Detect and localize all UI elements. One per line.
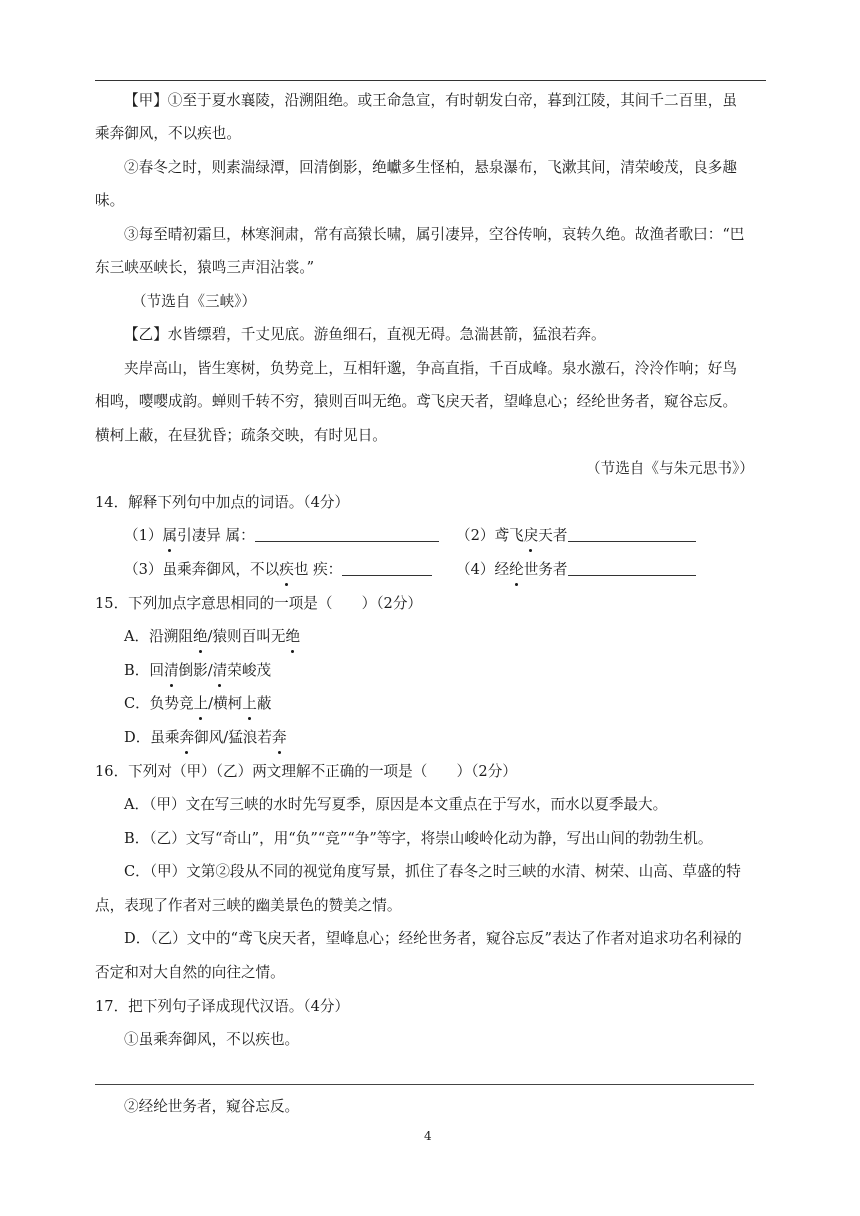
passage-yi-source: （节选自《与朱元思书》） [586, 460, 754, 477]
passage-yi-p2-line2: 相鸣，嘤嘤成韵。蝉则千转不穷，猿则百叫无绝。鸢飞戾天者，望峰息心；经纶世务者，窥谷忘反。 [95, 393, 738, 410]
q15-stem: 15．下列加点字意思相同的一项是（ ）（2分） [95, 595, 423, 612]
dotted-char: 奔 [272, 729, 287, 746]
q14-item-1 [124, 526, 439, 546]
q14-item-4-label: （4） [456, 561, 495, 578]
passage-jia-p3-line1: ③每至晴初霜旦，林寒涧肃，常有高猿长啸，属引凄异，空谷传响，哀转久绝。故渔者歌曰：“巴 [124, 226, 745, 243]
q14-item-1-label: （1） [124, 527, 163, 544]
dotted-char: 绝 [285, 628, 301, 645]
q14-item-3-text: 虽乘奔御风，不以 [162, 561, 280, 578]
q15-option-d[interactable] [124, 728, 287, 748]
dotted-char: 绝 [192, 628, 208, 645]
q17-answer-line-1[interactable] [95, 1084, 754, 1085]
q14-item-3-dotted: 疾 [279, 561, 294, 578]
option-text: 荣峻茂 [227, 662, 272, 679]
passage-jia-p2-line2: 味。 [95, 192, 125, 209]
q15-option-a[interactable] [124, 627, 300, 647]
q14-item-2-label: （2） [456, 527, 495, 544]
q17-sentence-2: ②经纶世务者，窥谷忘反。 [124, 1098, 300, 1115]
q16-option-c-line2[interactable]: 点，表现了作者对三峡的幽美景色的赞美之情。 [95, 897, 402, 914]
q14-item-2 [456, 526, 696, 546]
q16-option-a[interactable]: A．（甲）文在写三峡的水时先写夏季，原因是本文重点在于写水，而水以夏季最大。 [124, 796, 668, 813]
dotted-char: 上 [193, 695, 209, 712]
option-text: 回 [149, 662, 164, 679]
dotted-char: 清 [212, 662, 228, 679]
q14-item-4-text: 经 [494, 561, 510, 578]
q14-answer-blank-2[interactable] [568, 527, 696, 542]
q14-item-3 [124, 560, 432, 580]
passage-jia-p1-line1: 【甲】①至于夏水襄陵，沿溯阻绝。或王命急宣，有时朝发白帝，暮到江陵，其间千二百里，虽 [124, 92, 737, 109]
passage-yi-p2-line3: 横柯上蔽，在昼犹昏；疏条交映，有时见日。 [95, 427, 387, 444]
option-label: B． [124, 662, 150, 679]
q16-option-d-line1[interactable]: D．（乙）文中的“鸢飞戾天者，望峰息心；经纶世务者，窥谷忘反”表达了作者对追求功名利禄的 [124, 930, 742, 947]
q17-stem: 17．把下列句子译成现代汉语。（4分） [95, 998, 350, 1015]
passage-jia-p3-line2: 东三峡巫峡长，猿鸣三声泪沾裳。” [95, 259, 315, 276]
passage-jia-source: （节选自《三峡》） [132, 293, 257, 310]
q17-sentence-1: ①虽乘奔御风，不以疾也。 [124, 1031, 300, 1048]
option-text: 虽乘 [150, 729, 180, 746]
option-label: A． [124, 628, 150, 645]
q14-item-2-dotted: 戾 [523, 527, 539, 544]
option-label: C． [124, 695, 150, 712]
option-text: 倒影/ [178, 662, 213, 679]
q14-item-2-text: 天者 [538, 527, 568, 544]
q14-item-3-text: 也 疾： [293, 561, 343, 578]
q14-answer-blank-4[interactable] [568, 561, 696, 576]
q14-item-4 [456, 560, 696, 580]
option-text: 蔽 [256, 695, 272, 712]
q16-option-d-line2[interactable]: 否定和对大自然的向往之情。 [95, 964, 285, 981]
option-text: 负势竞 [149, 695, 194, 712]
q14-item-4-text: 世务者 [523, 561, 568, 578]
passage-jia-p2-line1: ②春冬之时，则素湍绿潭，回清倒影，绝巘多生怪柏，悬泉瀑布，飞漱其间，清荣峻茂，良多趣 [124, 159, 737, 176]
passage-jia-p1-line2: 乘奔御风，不以疾也。 [95, 125, 241, 142]
dotted-char: 清 [163, 662, 179, 679]
dotted-char: 奔 [179, 729, 195, 746]
q15-option-b[interactable] [124, 661, 271, 681]
option-text: 沿溯阻 [149, 628, 193, 645]
q14-answer-blank-3[interactable] [342, 561, 432, 576]
q16-stem: 16．下列对（甲）（乙）两文理解不正确的一项是（ ）（2分） [95, 763, 517, 780]
passage-yi-p2-line1: 夹岸高山，皆生寒树，负势竞上，互相轩邈，争高直指，千百成峰。泉水激石，泠泠作响；好鸟 [124, 360, 737, 377]
q14-item-1-text: 引凄异 属： [177, 527, 255, 544]
q15-option-c[interactable] [124, 694, 272, 714]
page-number: 4 [424, 1129, 432, 1143]
q14-stem: 14．解释下列句中加点的词语。（4分） [95, 494, 350, 511]
q14-item-4-dotted: 纶 [509, 561, 524, 578]
option-text: 御风/猛浪若 [194, 729, 272, 746]
option-text: /猿则百叫无 [207, 628, 286, 645]
q14-item-2-text: 鸢飞 [494, 527, 524, 544]
q14-item-1-dotted: 属 [162, 527, 178, 544]
header-rule [95, 80, 766, 81]
option-label: D． [124, 729, 151, 746]
q14-item-3-label: （3） [124, 561, 163, 578]
passage-yi-p1: 【乙】水皆缥碧，千丈见底。游鱼细石，直视无碍。急湍甚箭，猛浪若奔。 [124, 326, 606, 343]
option-text: /横柯 [208, 695, 243, 712]
dotted-char: 上 [242, 695, 257, 712]
q16-option-b[interactable]: B．（乙）文写“奇山”，用“负”“竞”“争”等字，将崇山峻岭化动为静，写出山间的勃勃生机。 [124, 830, 713, 847]
q14-answer-blank-1[interactable] [255, 527, 439, 542]
q16-option-c-line1[interactable]: C．（甲）文第②段从不同的视觉角度写景，抓住了春冬之时三峡的水清、树荣、山高、草盛的特 [124, 863, 741, 880]
